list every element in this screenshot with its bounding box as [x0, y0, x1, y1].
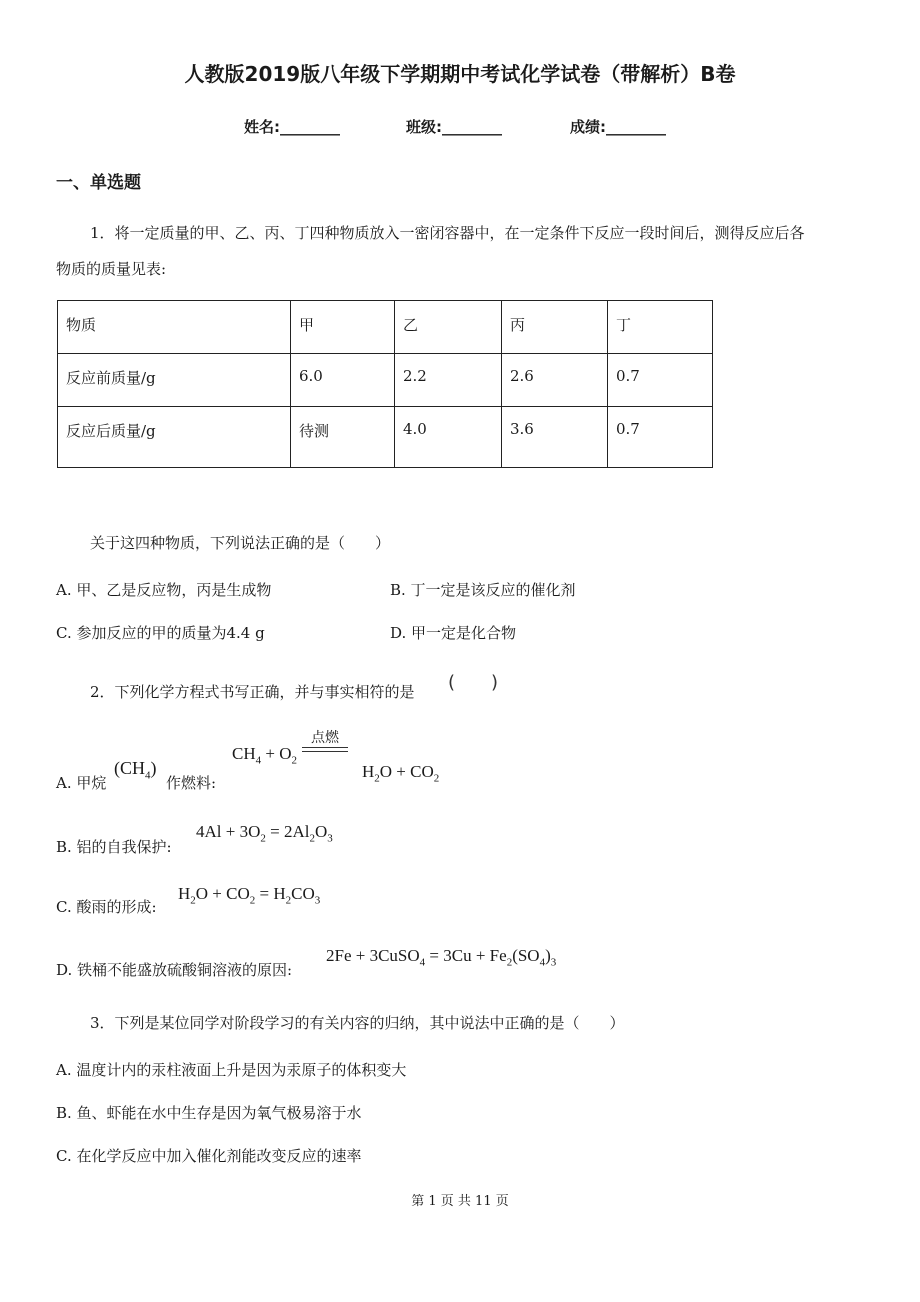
q2-answer-paren: ( ): [448, 672, 499, 693]
q2-ch4-formula: $(CH_4)$: [114, 758, 157, 782]
q2-formula-b: $4Al + 3O_2 = 2Al_2O_3$: [196, 822, 333, 845]
table-cell: 6.0: [291, 354, 395, 407]
q1-option-d[interactable]: D. 甲一定是化合物: [390, 624, 517, 642]
table-cell: 反应前质量/g: [58, 354, 291, 407]
q2-option-c-label[interactable]: C. 酸雨的形成:: [56, 898, 157, 916]
table-cell: 待测: [291, 407, 395, 468]
table-cell: 0.7: [608, 354, 713, 407]
q1-question: 关于这四种物质，下列说法正确的是（ ）: [90, 534, 391, 552]
mass-table: [57, 300, 713, 468]
q2-condition-ignite: 点燃: [311, 730, 339, 746]
table-row: [58, 354, 713, 407]
table-cell: 2.2: [395, 354, 502, 407]
table-cell: 反应后质量/g: [58, 407, 291, 468]
q1-stem-line1: 1．将一定质量的甲、乙、丙、丁四种物质放入一密闭容器中，在一定条件下反应一段时间后，测得反应后各: [90, 224, 805, 242]
table-cell: 物质: [58, 301, 291, 354]
q1-option-a[interactable]: A. 甲、乙是反应物，丙是生成物: [56, 581, 272, 599]
q1-option-c[interactable]: C. 参加反应的甲的质量为4.4 g: [56, 624, 265, 642]
q3-option-c[interactable]: C. 在化学反应中加入催化剂能改变反应的速率: [56, 1147, 362, 1165]
q2-option-b-label[interactable]: B. 铝的自我保护:: [56, 838, 172, 856]
name-field[interactable]: 姓名:________: [244, 118, 340, 136]
class-field[interactable]: 班级:________: [406, 118, 502, 136]
table-cell: 甲: [291, 301, 395, 354]
table-cell: 丙: [502, 301, 608, 354]
score-field[interactable]: 成绩:________: [570, 118, 666, 136]
q2-formula-c: $H_2O + CO_2 = H_2CO_3$: [178, 884, 321, 907]
table-row: [58, 407, 713, 468]
q1-stem-line2: 物质的质量见表:: [56, 260, 167, 278]
q2-formula-d: 2Fe + 3CuSO$_4$ = $3Cu + Fe_2(SO_4)_3$: [326, 946, 557, 969]
table-cell: 乙: [395, 301, 502, 354]
table-cell: 0.7: [608, 407, 713, 468]
q2-reaction-arrow: [302, 747, 348, 752]
q3-option-b[interactable]: B. 鱼、虾能在水中生存是因为氧气极易溶于水: [56, 1104, 362, 1122]
page-title: 人教版2019版八年级下学期期中考试化学试卷（带解析）B卷: [184, 62, 736, 86]
q2-option-a-label[interactable]: A. 甲烷: [56, 774, 107, 792]
q1-option-b[interactable]: B. 丁一定是该反应的催化剂: [390, 581, 576, 599]
q2-stem: 2．下列化学方程式书写正确，并与事实相符的是: [90, 683, 415, 701]
page-footer: 第 1 页 共 11 页: [411, 1194, 509, 1209]
table-cell: 丁: [608, 301, 713, 354]
q2-option-a-suffix: 作燃料:: [166, 774, 217, 792]
table-row: [58, 301, 713, 354]
section-title: 一、单选题: [56, 173, 141, 193]
table-cell: 4.0: [395, 407, 502, 468]
q3-stem: 3．下列是某位同学对阶段学习的有关内容的归纳，其中说法中正确的是（ ）: [90, 1014, 625, 1032]
q2-option-d-label[interactable]: D. 铁桶不能盛放硫酸铜溶液的原因:: [56, 961, 293, 979]
table-cell: 2.6: [502, 354, 608, 407]
q2-formula-a-reactants: $CH_4 + O_2$: [232, 744, 297, 767]
q2-formula-a-products: $H_2O + CO_2$: [362, 762, 440, 785]
q3-option-a[interactable]: A. 温度计内的汞柱液面上升是因为汞原子的体积变大: [56, 1061, 407, 1079]
table-cell: 3.6: [502, 407, 608, 468]
